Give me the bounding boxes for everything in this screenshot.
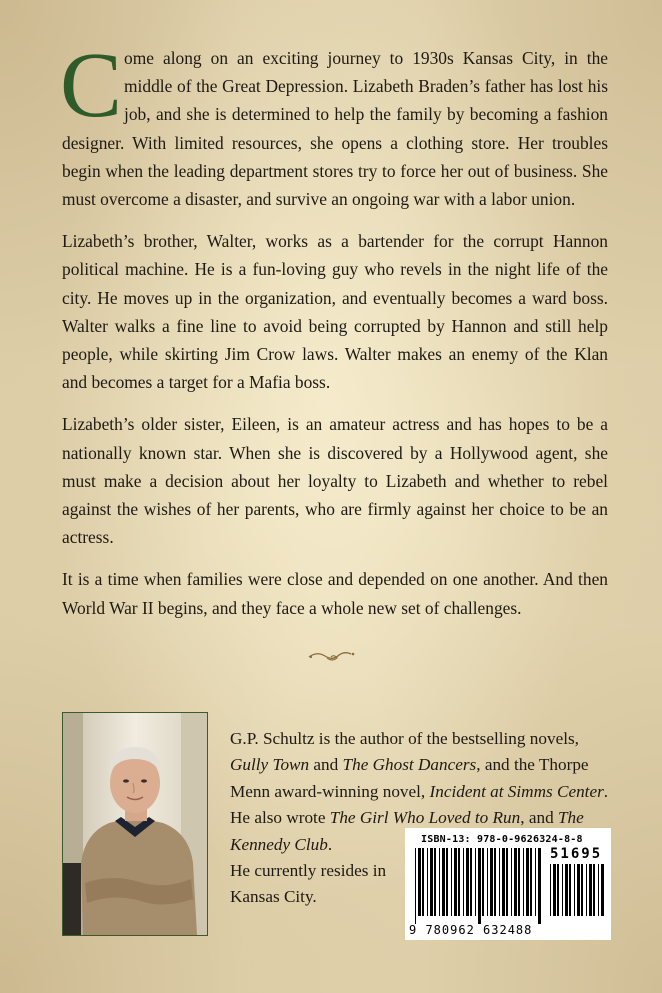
bio-text: and (309, 755, 343, 775)
bio-text: , and the Thorpe Menn award-winning novel, (230, 755, 589, 801)
bio-text: G.P. Schultz is the author of the bestselling novels, (230, 729, 579, 748)
ornament-divider-icon (307, 645, 357, 665)
blurb-paragraph-2: Lizabeth’s brother, Walter, works as a bartender for the corrupt Hannon political machine. He is a fun-loving guy who revels in the night life of the city. He moves up in the organization, and eventually becomes a ward boss. Walter walks a fine line to avoid being corrupted by Hannon and still help people, while skirting Jim Crow laws. Walter makes an enemy of the Klan and becomes a target for a Mafia boss. (62, 231, 608, 393)
price-barcode-bars (550, 864, 606, 924)
barcode-digits: 9 780962 632488 (409, 923, 533, 937)
bio-text: . He also wrote (230, 781, 609, 828)
ean-barcode-bars (415, 848, 543, 924)
blurb-paragraph-1 (60, 34, 608, 213)
drop-cap: C (60, 34, 123, 137)
book-title-kennedy-club: The Kennedy Club (230, 808, 584, 854)
back-cover-blurb (60, 34, 608, 636)
author-photo (62, 712, 208, 936)
book-title-incident-at-simms-center: Incident at Simms Center (429, 781, 604, 801)
bio-text: . (327, 834, 333, 854)
book-title-girl-who-loved-to-run: The Girl Who Loved to Run (329, 808, 521, 828)
bio-residence-line-2: Kansas City. (230, 887, 317, 907)
bio-text: , and (520, 808, 558, 828)
bio-residence-line-1: He currently resides in (230, 861, 387, 881)
book-title-gully-town: Gully Town (230, 755, 310, 775)
blurb-paragraph-3: Lizabeth’s older sister, Eileen, is an amateur actress and has hopes to be a nationally known star. When she is discovered by a Hollywood agent, she must make a decision about her loyalty to Lizabeth and whether to rebel against the wishes of her parents, who are firmly against her choice to be an actress. (62, 414, 608, 548)
blurb-paragraph-4: It is a time when families were close and depended on one another. And then World War II begins, and they face a whole new set of challenges. (62, 569, 608, 618)
isbn-label: ISBN-13: 978-0-9626324-8-8 (421, 834, 583, 845)
price-code: 51695 (550, 846, 603, 862)
isbn-barcode (405, 828, 611, 940)
blurb-paragraph-1-text: ome along on an exciting journey to 1930s Kansas City, in the middle of the Great Depression. Lizabeth Braden’s father has lost his job, and she is determined to help the family by becoming a fashion designer. With limited resources, she opens a clothing store. Her troubles begin when the leading department stores try to force her out of business. She must overcome a disaster, and survive an ongoing war with a labor union. (62, 48, 608, 210)
book-title-ghost-dancers: The Ghost Dancers (342, 755, 477, 775)
